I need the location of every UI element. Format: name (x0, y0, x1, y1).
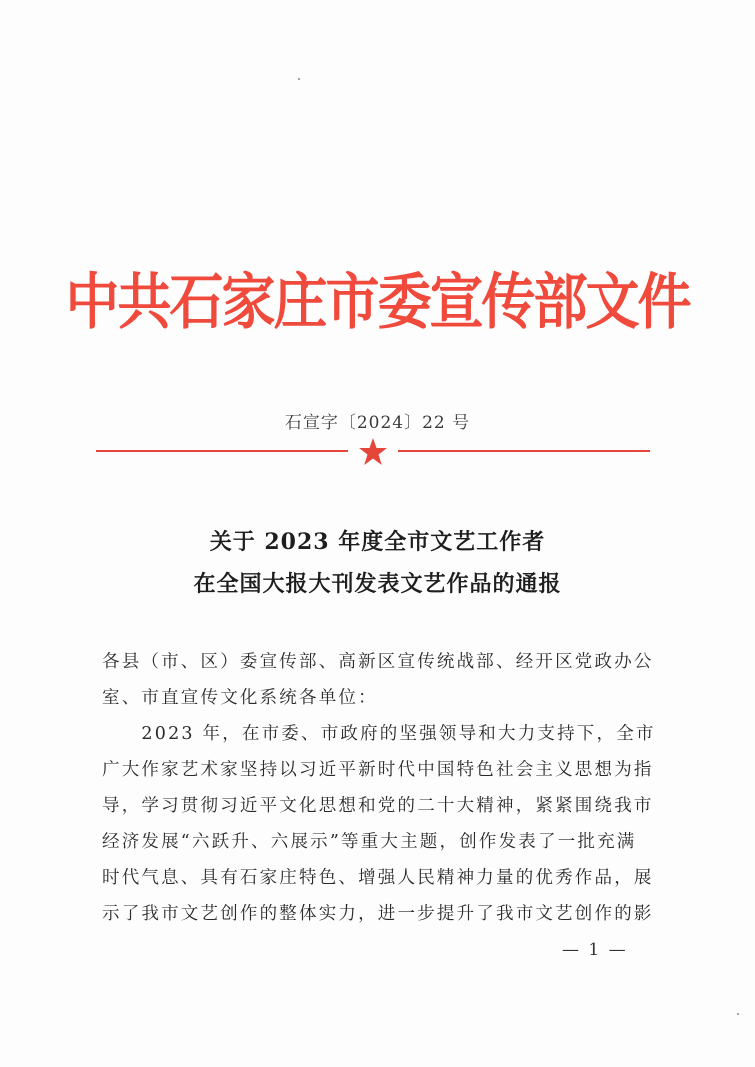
body-line: 经济发展“六跃升、六展示”等重大主题，创作发表了一批充满 (102, 832, 637, 852)
page-number: — 1 — (562, 940, 628, 960)
divider-line-left (96, 450, 348, 452)
notice-title-line-2: 在全国大报大刊发表文艺作品的通报 (193, 571, 562, 597)
body-line: 2023 年，在市委、市政府的坚强领导和大力支持下，全市 (102, 724, 656, 744)
red-divider (96, 440, 650, 464)
scan-speck (298, 78, 300, 80)
body-line: 广大作家艺术家坚持以习近平新时代中国特色社会主义思想为指 (102, 760, 654, 780)
star-icon (358, 437, 388, 467)
document-header-title: 中共石家庄市委宣传部文件 (65, 266, 690, 338)
body-line: 导，学习贯彻习近平文化思想和党的二十大精神，紧紧围绕我市 (102, 796, 654, 816)
document-number: 石宣字〔2024〕22 号 (284, 413, 471, 433)
body-line: 示了我市文艺创作的整体实力，进一步提升了我市文艺创作的影 (102, 904, 654, 924)
body-line: 各县（市、区）委宣传部、高新区宣传统战部、经开区党政办公 (102, 652, 654, 672)
scan-speck (737, 1013, 739, 1015)
notice-title-line-1: 关于 2023 年度全市文艺工作者 (209, 529, 546, 555)
body-line: 时代气息、具有石家庄特色、增强人民精神力量的优秀作品，展 (102, 868, 654, 888)
body-line: 室、市直宣传文化系统各单位： (102, 688, 378, 708)
divider-line-right (398, 450, 650, 452)
